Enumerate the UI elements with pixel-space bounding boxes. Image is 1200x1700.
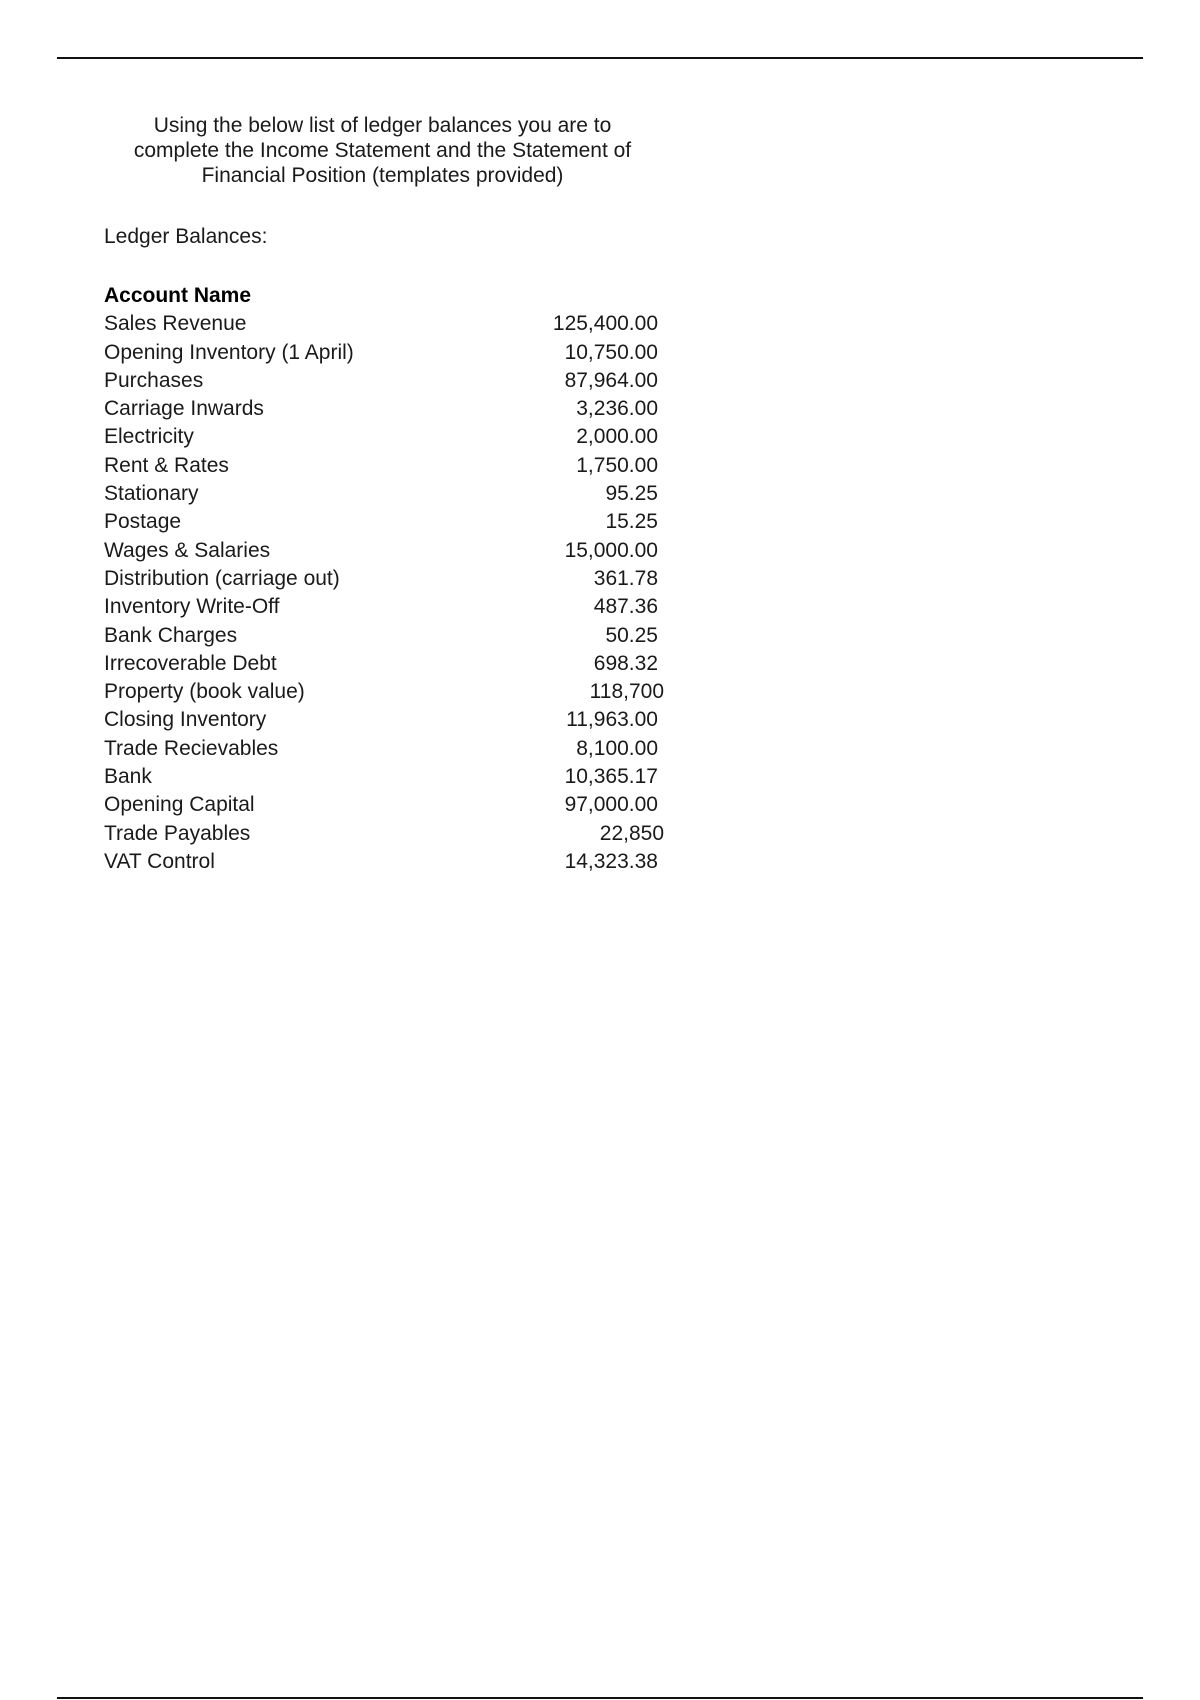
table-row: [104, 622, 664, 650]
table-header-row: [104, 282, 664, 310]
instructions-line: Financial Position (templates provided): [201, 164, 564, 187]
amount-header: [434, 282, 664, 310]
amount-cell: [434, 310, 664, 338]
amount-value: 8,100.00: [576, 736, 658, 760]
account-name-cell: Purchases: [104, 368, 204, 392]
amount-cell: [434, 339, 664, 367]
amount-cell: [434, 480, 664, 508]
amount-value: 10,365.17: [564, 765, 658, 789]
table-row: [104, 848, 664, 876]
amount-cell: [434, 650, 664, 678]
amount-cell: [434, 622, 664, 650]
amount-cell: [434, 452, 664, 480]
account-name-cell: Postage: [104, 510, 182, 534]
account-name-cell: Wages & Salaries: [104, 538, 271, 562]
amount-value: 125,400.00: [552, 312, 658, 336]
bottom-rule: [57, 1697, 1143, 1699]
account-name-cell: Inventory Write-Off: [104, 595, 280, 619]
amount-cell: [434, 508, 664, 536]
account-name-cell: Rent & Rates: [104, 453, 229, 477]
table-row: [104, 508, 664, 536]
amount-cell: [434, 763, 664, 791]
amount-cell: [434, 706, 664, 734]
table-row: [104, 339, 664, 367]
amount-value: 1,750.00: [576, 453, 658, 477]
ledger-rows: [104, 310, 664, 876]
account-name-cell: Bank: [104, 765, 152, 789]
amount-value: 97,000.00: [564, 793, 658, 817]
table-row: [104, 367, 664, 395]
table-row: [104, 452, 664, 480]
account-name-cell: Irrecoverable Debt: [104, 651, 277, 675]
amount-cell: [434, 735, 664, 763]
table-row: [104, 593, 664, 621]
amount-cell: [434, 820, 664, 848]
account-name-cell: Trade Payables: [104, 821, 251, 845]
account-name-cell: Sales Revenue: [104, 312, 247, 336]
account-name-cell: Property (book value): [104, 680, 305, 704]
account-name-cell: Carriage Inwards: [104, 397, 264, 421]
amount-value: 15.25: [605, 510, 658, 534]
top-rule: [57, 57, 1143, 59]
table-row: [104, 763, 664, 791]
table-row: [104, 310, 664, 338]
account-name-cell: Bank Charges: [104, 623, 238, 647]
amount-value: 361.78: [593, 566, 658, 590]
instructions-line: Using the below list of ledger balances you are to: [153, 114, 612, 137]
ledger-table: [104, 282, 664, 876]
amount-value: 50.25: [605, 623, 658, 647]
table-row: [104, 791, 664, 819]
table-row: [104, 480, 664, 508]
amount-value: 3,236.00: [576, 397, 658, 421]
amount-value: 87,964.00: [564, 368, 658, 392]
account-name-cell: Stationary: [104, 482, 199, 506]
table-row: [104, 706, 664, 734]
table-row: [104, 735, 664, 763]
amount-cell: [434, 395, 664, 423]
ledger-balances-label: Ledger Balances:: [104, 225, 268, 248]
amount-cell: [434, 423, 664, 451]
amount-cell: [434, 367, 664, 395]
table-row: [104, 395, 664, 423]
account-name-cell: VAT Control: [104, 849, 215, 873]
amount-value: 118,700: [589, 680, 664, 704]
amount-value: 2,000.00: [576, 425, 658, 449]
amount-value: 698.32: [593, 651, 658, 675]
table-row: [104, 678, 664, 706]
amount-value: 22,850: [599, 821, 664, 845]
table-row: [104, 650, 664, 678]
account-name-header: Account Name: [104, 284, 252, 307]
table-row: [104, 537, 664, 565]
amount-value: 487.36: [593, 595, 658, 619]
account-name-cell: Opening Inventory (1 April): [104, 340, 354, 364]
amount-cell: [434, 848, 664, 876]
amount-cell: [434, 565, 664, 593]
table-row: [104, 820, 664, 848]
account-name-cell: Trade Recievables: [104, 736, 279, 760]
account-name-cell: Closing Inventory: [104, 708, 267, 732]
instructions-line: complete the Income Statement and the Statement of: [133, 139, 632, 162]
amount-cell: [434, 678, 664, 706]
amount-value: 15,000.00: [564, 538, 658, 562]
instructions-paragraph: [110, 113, 655, 188]
amount-value: 11,963.00: [566, 708, 658, 732]
account-name-cell: Opening Capital: [104, 793, 255, 817]
amount-cell: [434, 593, 664, 621]
table-row: [104, 423, 664, 451]
amount-value: 14,323.38: [564, 849, 658, 873]
account-name-cell: Electricity: [104, 425, 194, 449]
amount-cell: [434, 791, 664, 819]
account-name-cell: Distribution (carriage out): [104, 566, 340, 590]
amount-value: 95.25: [605, 482, 658, 506]
amount-cell: [434, 537, 664, 565]
table-row: [104, 565, 664, 593]
amount-value: 10,750.00: [564, 340, 658, 364]
